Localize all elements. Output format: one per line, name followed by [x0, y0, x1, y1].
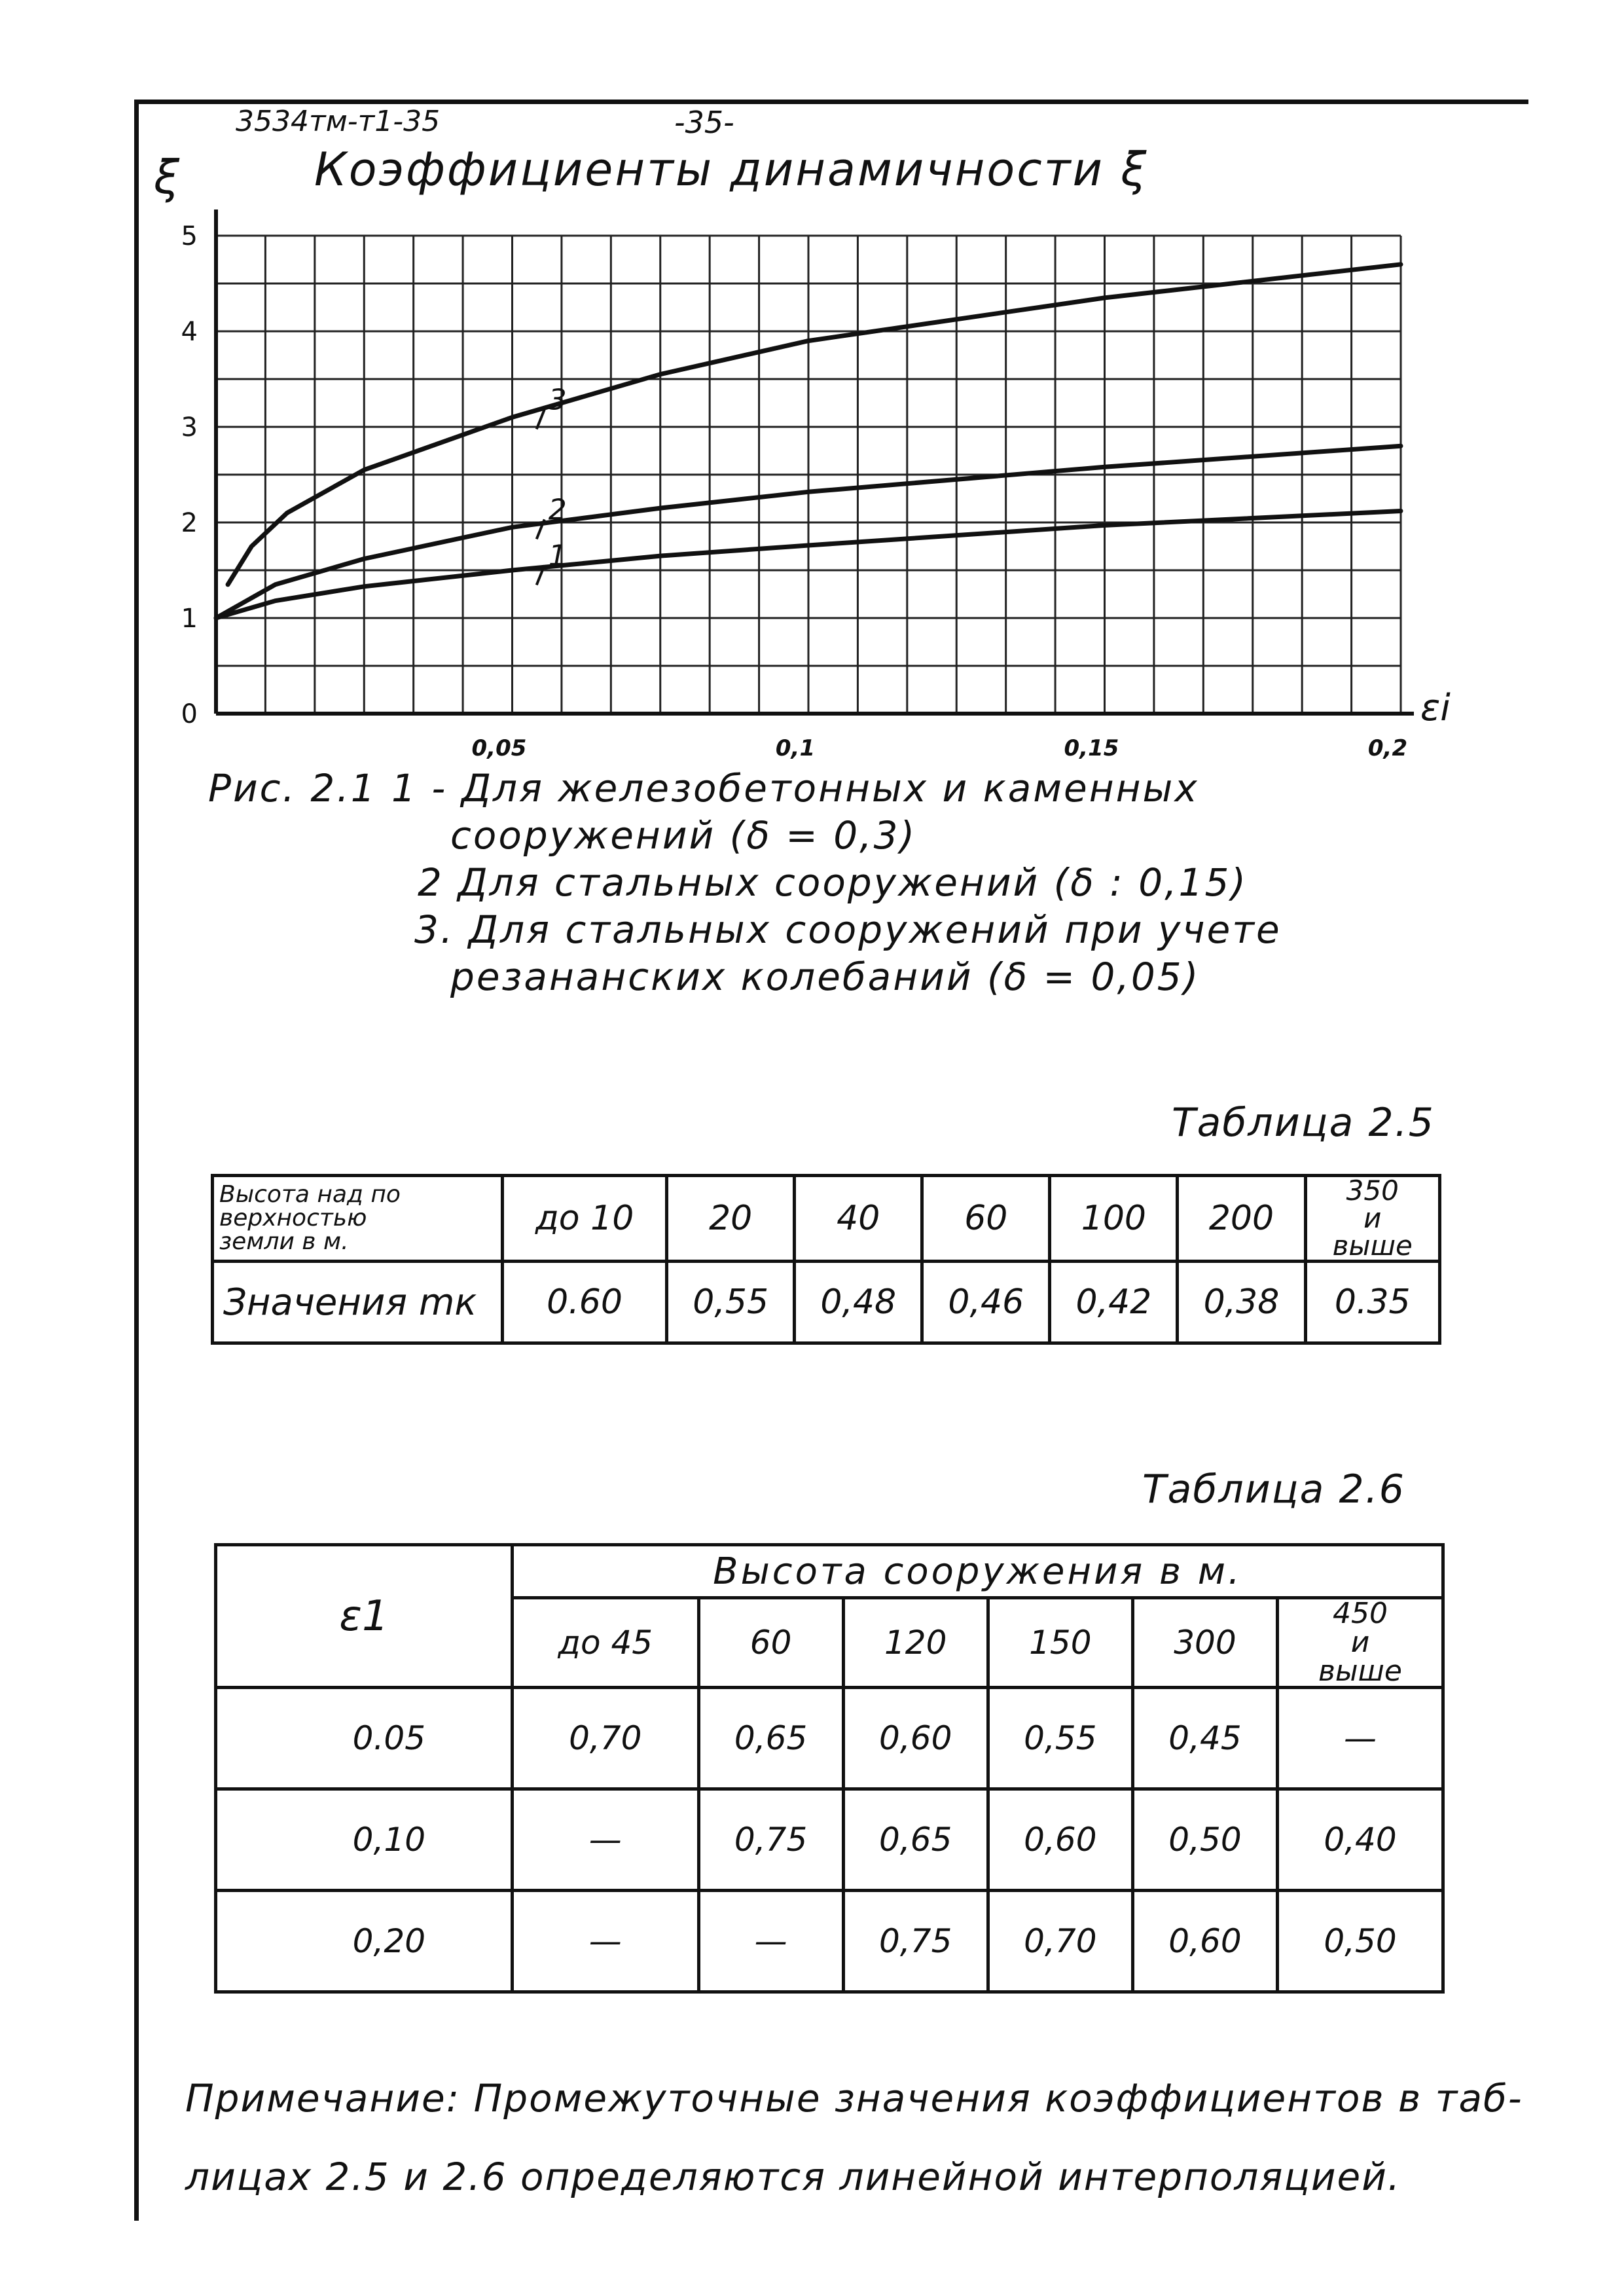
table-cell: 0,48	[795, 1262, 922, 1343]
table-cell: 0,50	[1278, 1891, 1443, 1992]
header-cell: 100	[1050, 1176, 1178, 1262]
header-cell: 60	[922, 1176, 1050, 1262]
table-cell: 0,65	[698, 1688, 843, 1789]
table-cell: —	[513, 1891, 699, 1992]
caption-line-2: сооружений (δ = 0,3)	[450, 813, 917, 858]
y-tick-label: 1	[181, 604, 198, 634]
y-tick-label: 0	[181, 699, 198, 729]
table-cell: 0,75	[843, 1891, 988, 1992]
y-tick-label: 5	[181, 221, 198, 251]
note	[185, 2059, 1523, 2216]
header-cell: 60	[698, 1598, 843, 1688]
table-cell: 0.60	[503, 1262, 667, 1343]
series-line-3	[228, 264, 1401, 585]
header-cell: 200	[1178, 1176, 1305, 1262]
table-cell: 0,60	[988, 1789, 1132, 1891]
caption-line-1: 1 - Для железобетонных и каменных	[391, 766, 1199, 811]
table-2-6	[214, 1543, 1445, 1994]
header-cell: 40	[795, 1176, 922, 1262]
table-cell: —	[1278, 1688, 1443, 1789]
series-label-3: 3	[548, 383, 567, 417]
x-tick-label: 0,05	[471, 735, 527, 759]
frame-left-rule	[134, 100, 139, 2221]
table-cell: 0,50	[1132, 1789, 1277, 1891]
header-cell: 20	[667, 1176, 795, 1262]
caption-line-4: 3. Для стальных сооружений при учете	[414, 907, 1282, 952]
table-row	[216, 1688, 1443, 1789]
frame-top-rule	[134, 100, 1528, 104]
x-tick-label: 0,2	[1367, 735, 1408, 759]
x-tick-label: 0,1	[775, 735, 816, 759]
table-2-5	[211, 1174, 1441, 1345]
table-cell: 0.35	[1305, 1262, 1440, 1343]
chart-title: Коэффициенты динамичности ξ	[314, 143, 1149, 196]
row-label: Значения mк	[213, 1262, 503, 1343]
table-row	[213, 1262, 1440, 1343]
table-cell: 0,70	[513, 1688, 699, 1789]
y-axis-label: ξ	[154, 151, 180, 204]
header-cell: 150	[988, 1598, 1132, 1688]
page-number: -35-	[674, 105, 734, 140]
x-axis-label: εi	[1420, 687, 1451, 729]
header-cell: до 10	[503, 1176, 667, 1262]
table-cell: —	[513, 1789, 699, 1891]
table-2-5-title: Таблица 2.5	[1172, 1100, 1435, 1146]
table-row	[216, 1891, 1443, 1992]
table-cell: 0,55	[667, 1262, 795, 1343]
table-cell: 0,60	[843, 1688, 988, 1789]
table-2-6-title: Таблица 2.6	[1142, 1467, 1405, 1512]
x-tick-label: 0,15	[1064, 735, 1119, 759]
table-cell: 0,45	[1132, 1688, 1277, 1789]
note-line-1: Примечание: Промежуточные значения коэффициентов в таб-	[185, 2076, 1523, 2121]
span-header: Высота сооружения в м.	[513, 1545, 1443, 1598]
table-row	[213, 1176, 1440, 1262]
table-cell: 0,55	[988, 1688, 1132, 1789]
series-label-1: 1	[548, 539, 567, 573]
header-cell: Высота над по верхностью земли в м.	[213, 1176, 503, 1262]
row-label: 0.05	[216, 1688, 513, 1789]
figure-caption	[208, 765, 1282, 1000]
table-cell: 0,65	[843, 1789, 988, 1891]
table-row	[216, 1789, 1443, 1891]
header-cell: 450 и выше	[1278, 1598, 1443, 1688]
note-line-2: лицах 2.5 и 2.6 определяются линейной интерполяцией.	[185, 2155, 1401, 2199]
header-cell: до 45	[513, 1598, 699, 1688]
row-label: 0,10	[216, 1789, 513, 1891]
table-cell: 0,42	[1050, 1262, 1178, 1343]
corner-cell: ε1	[216, 1545, 513, 1688]
header-cell: 300	[1132, 1598, 1277, 1688]
header-cell: 120	[843, 1598, 988, 1688]
table-row	[216, 1545, 1443, 1598]
table-cell: 0,60	[1132, 1891, 1277, 1992]
y-tick-label: 3	[181, 412, 198, 443]
table-cell: —	[698, 1891, 843, 1992]
caption-line-5: резананских колебаний (δ = 0,05)	[450, 955, 1200, 999]
caption-line-3: 2 Для стальных сооружений (δ : 0,15)	[418, 860, 1248, 905]
y-tick-label: 2	[181, 508, 198, 538]
table-cell: 0,46	[922, 1262, 1050, 1343]
dynamic-coefficient-chart	[157, 183, 1466, 759]
table-cell: 0,70	[988, 1891, 1132, 1992]
table-cell: 0,40	[1278, 1789, 1443, 1891]
table-cell: 0,38	[1178, 1262, 1305, 1343]
series-label-2: 2	[548, 493, 567, 527]
table-cell: 0,75	[698, 1789, 843, 1891]
row-label: 0,20	[216, 1891, 513, 1992]
y-tick-label: 4	[181, 317, 198, 347]
figure-number: Рис. 2.1	[208, 766, 377, 811]
header-cell: 350 и выше	[1305, 1176, 1440, 1262]
document-code: 3534тм-т1-35	[236, 105, 441, 138]
